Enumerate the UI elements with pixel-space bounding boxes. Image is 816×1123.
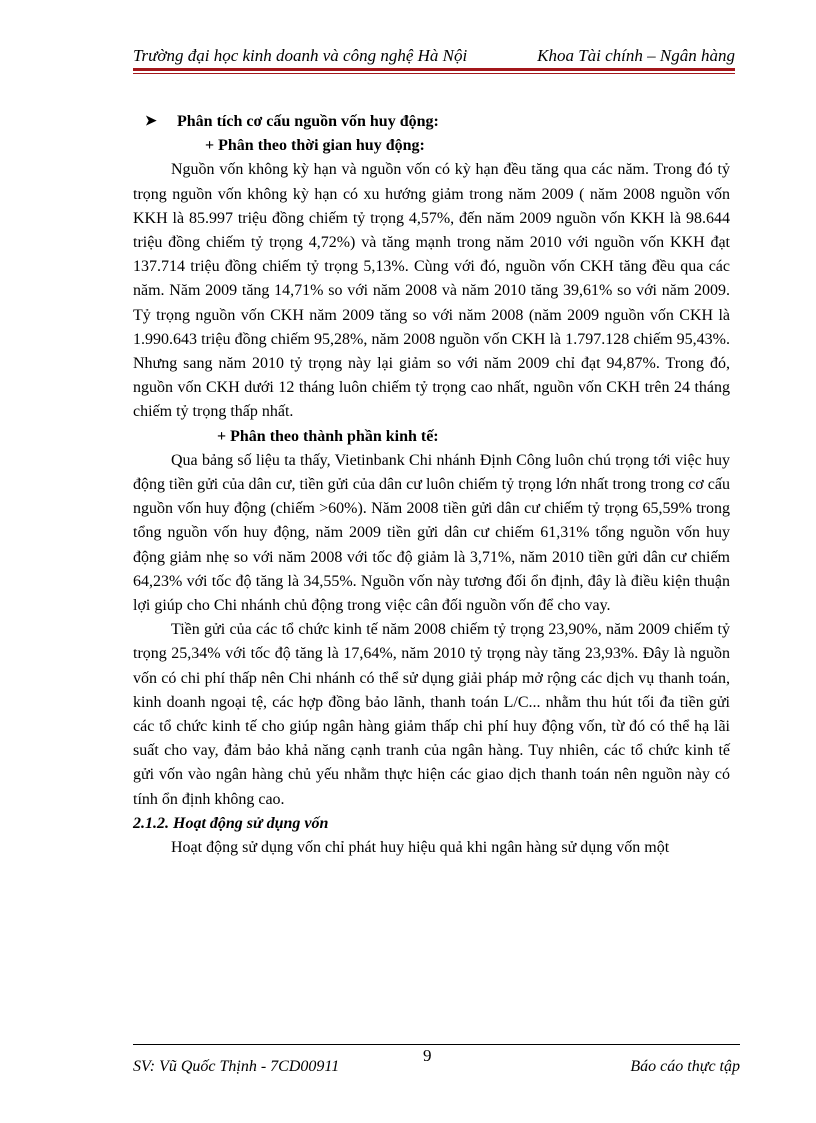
subheading-by-term: + Phân theo thời gian huy động: bbox=[205, 137, 425, 155]
paragraph-capital-usage: Hoạt động sử dụng vốn chỉ phát huy hiệu quả khi ngân hàng sử dụng vốn một bbox=[171, 839, 670, 857]
page-footer bbox=[133, 1046, 740, 1082]
paragraph-resident-deposits: Qua bảng số liệu ta thấy, Vietinbank Chi nhánh Định Công luôn chú trọng tới việc huy động tiền gửi của dân cư, tiền gửi của dân cư luôn chiếm tỷ trọng lớn nhất trong trong cơ cấu nguồn vốn huy động (chiếm >60%). Năm 2008 tiền gửi dân cư chiếm tỷ trọng 65,59% trong tổng nguồn vốn huy động, năm 2009 tiền gửi dân cư chiếm 61,31% tổng nguồn vốn huy động giảm nhẹ so với năm 2008 với tốc độ giảm là 3,71%, năm 2010 tiền gửi dân cư chiếm 64,23% với tốc độ tăng là 34,55%. Nguồn vốn này tương đối ổn định, đây là điều kiện thuận lợi giúp cho Chi nhánh chủ động trong việc cân đối nguồn vốn để cho vay. bbox=[133, 451, 730, 615]
footer-rule bbox=[133, 1044, 740, 1045]
arrow-bullet-icon: ➤ bbox=[145, 114, 157, 129]
header-faculty-name: Khoa Tài chính – Ngân hàng bbox=[537, 46, 735, 65]
paragraph-term-analysis: Nguồn vốn không kỳ hạn và nguồn vốn có kỳ hạn đều tăng qua các năm. Trong đó tỷ trọng nguồn vốn không kỳ hạn có xu hướng giảm trong năm 2009 ( năm 2008 nguồn vốn KKH là 85.997 triệu đồng chiếm tỷ trọng 4,57%, đến năm 2009 nguồn vốn KKH là 98.644 triệu đồng chiếm tỷ trọng 4,72%) và tăng mạnh trong năm 2010 với nguồn vốn KKH đạt 137.714 triệu đồng chiếm tỷ trọng 5,13%. Cùng với đó, nguồn vốn CKH tăng đều qua các năm. Năm 2009 tăng 14,71% so với năm 2008 và năm 2010 tăng 39,61% so với năm 2009. Tỷ trọng nguồn vốn CKH năm 2009 tăng so với năm 2008 (năm 2009 nguồn vốn CKH là 1.990.643 triệu đồng chiếm 95,28%, năm 2008 nguồn vốn CKH là 1.797.128 chiếm 95,43%. Nhưng sang năm 2010 tỷ trọng này lại giảm so với năm 2009 chỉ đạt 94,87%. Trong đó, nguồn vốn CKH dưới 12 tháng luôn chiếm tỷ trọng cao nhất, nguồn vốn CKH trên 24 tháng chiếm tỷ trọng thấp nhất. bbox=[133, 161, 730, 421]
page-body bbox=[133, 110, 730, 860]
subheading-by-economic-sector: + Phân theo thành phần kinh tế: bbox=[217, 427, 439, 445]
section-title-capital-usage: 2.1.2. Hoạt động sử dụng vốn bbox=[133, 814, 329, 832]
header-rule-thin bbox=[133, 73, 735, 74]
heading-capital-structure-text: Phân tích cơ cấu nguồn vốn huy động: bbox=[177, 113, 439, 130]
footer-report-type: Báo cáo thực tập bbox=[630, 1058, 740, 1075]
paragraph-organization-deposits: Tiền gửi của các tổ chức kinh tế năm 2008 chiếm tỷ trọng 23,90%, năm 2009 chiếm tỷ trọng 25,34% với tốc độ tăng là 17,64%, năm 2010 tỷ trọng này tăng 23,93%. Đây là nguồn vốn có chi phí thấp nên Chi nhánh có thể sử dụng giải pháp mở rộng các dịch vụ thanh toán, kinh doanh ngoại tệ, các hợp đồng bảo lãnh, thanh toán L/C... nhằm thu hút tối đa tiền gửi các tổ chức kinh tế cho giúp ngân hàng giảm thấp chi phí huy động vốn, từ đó có thể hạ lãi suất cho vay, đảm bảo khả năng cạnh tranh của ngân hàng. Tuy nhiên, các tổ chức kinh tế gửi vốn vào ngân hàng chủ yếu nhằm thực hiện các giao dịch thanh toán nên nguồn này có tính ổn định không cao. bbox=[133, 621, 730, 808]
header-school-name: Trường đại học kinh doanh và công nghệ Hà Nội bbox=[133, 46, 468, 65]
page-number: 9 bbox=[423, 1046, 432, 1065]
footer-student-name: SV: Vũ Quốc Thịnh - 7CD00911 bbox=[133, 1058, 340, 1075]
heading-capital-structure bbox=[133, 110, 730, 134]
page-header bbox=[133, 46, 735, 68]
header-rule-thick bbox=[133, 68, 735, 71]
